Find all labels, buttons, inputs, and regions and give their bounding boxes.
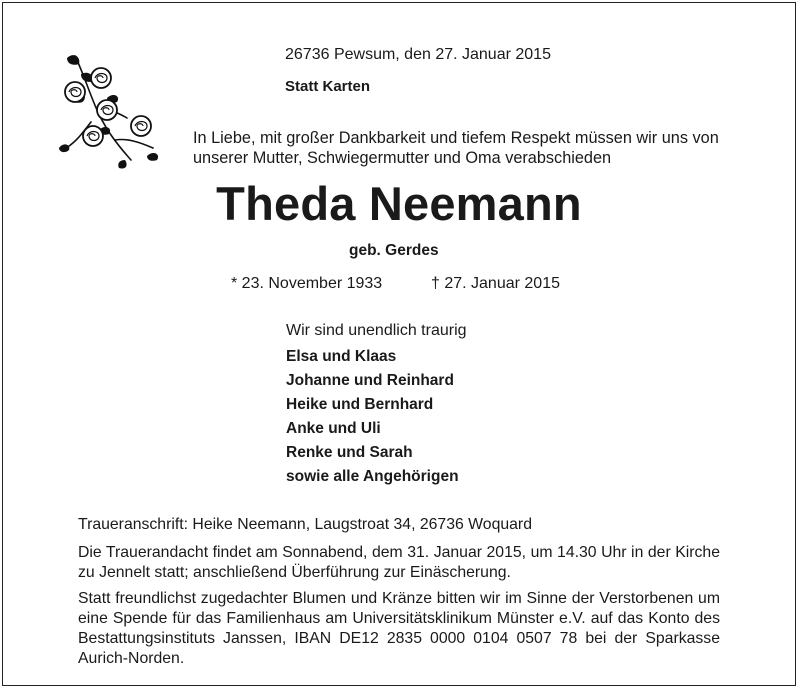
maiden-name: geb. Gerdes <box>349 242 439 259</box>
statt-karten-label: Statt Karten <box>285 78 371 95</box>
donation-paragraph: Statt freundlichst zugedachter Blumen und Kränze bitten wir im Sinne der Verstorbenen um eine Spende für das Familienhaus am Universitätsklinikum Münster e.V. auf das Konto des Bestattungsinstituts Janssen, IBAN DE12 2835 0000 0104 0507 78 bei der Sparkasse Aurich-Norden. <box>78 590 720 667</box>
rose-branch-icon <box>55 52 165 170</box>
deceased-name-text: Theda Neemann <box>216 177 582 230</box>
ceremony-paragraph: Die Trauerandacht findet am Sonnabend, dem 31. Januar 2015, um 14.30 Uhr in der Kirche zu Jennelt statt; anschließend Überführung zur Einäscherung. <box>78 544 720 581</box>
place-and-date: 26736 Pewsum, den 27. Januar 2015 <box>285 46 551 63</box>
deceased-name <box>0 176 800 231</box>
family-member: sowie alle Angehörigen <box>286 468 459 485</box>
birth-date: * 23. November 1933 <box>231 275 383 292</box>
intro-text: In Liebe, mit großer Dankbarkeit und tiefem Respekt müssen wir uns von unserer Mutter, Schwiegermutter und Oma verabschieden <box>193 129 719 167</box>
mourning-address: Traueranschrift: Heike Neemann, Laugstroat 34, 26736 Woquard <box>78 516 532 533</box>
family-member: Renke und Sarah <box>286 444 413 461</box>
family-member: Anke und Uli <box>286 420 381 437</box>
death-date: † 27. Januar 2015 <box>431 275 560 292</box>
family-member: Elsa und Klaas <box>286 348 397 365</box>
mourning-line: Wir sind unendlich traurig <box>286 322 467 339</box>
family-member: Johanne und Reinhard <box>286 372 454 389</box>
family-member: Heike und Bernhard <box>286 396 434 413</box>
